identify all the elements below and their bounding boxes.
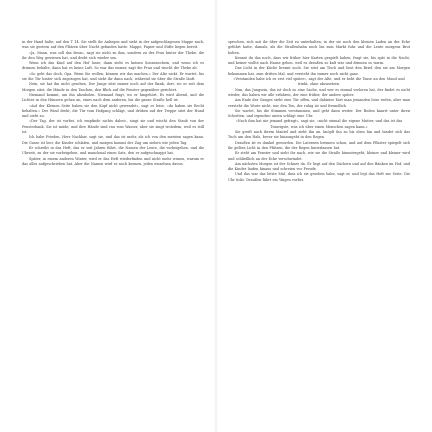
- paragraph: Draußen ist es dunkel geworden. Die Laternen brennen schon, und auf dem Pflaster spiegelt sich ihr gelbes Licht in den Pfützen, die der Regen hinterlassen hat.: [228, 140, 410, 150]
- paragraph: Sie greift nach ihrem Mantel und zieht ihn an, knöpft ihn zu bis oben hin und bindet sich das Tuch um den Hals, bevor sie hinausgeht in den Regen.: [228, 130, 410, 140]
- paragraph: »Nach ihm hat nie jemand gefragt«, sagt sie, »nicht einmal die eigene Mutter, und das ist das Traurigste, was ich über einen Menschen sagen kann.«: [235, 119, 403, 129]
- paragraph: »Verstanden habe ich es erst viel später«, sagt der Alte, und er hebt die Tasse an den Mund und trinkt, ohne abzusetzen.: [233, 77, 405, 87]
- paragraph: in der Hand halte, auf den T 14. Sie stellt ihr Anliegen und sieht in der aufgeschlagenen Mappe nach, was sie gestern auf den Plätzen über Nacht gefunden hatte. Mappe, Papier und Stifte liegen bereit.: [22, 40, 204, 50]
- book-gutter: [214, 0, 218, 432]
- paragraph: »Der Tag, der ist vorbei, ich empfinde nichts dabei«, singt sie und wischt den Staub von der Fensterbank. Sie ist müde, und ihre Hände sind rau vom Wasser, aber sie singt trotzdem, weil es still ist.: [22, 119, 204, 135]
- paragraph: Wenn ich das Kind auf den Hof lasse, dann sieht es keinen Sonnenschein, und wenn ich es drinnen behalte, dann hat es keine Luft. So war das immer, sagt die Frau und wischt die Theke ab.: [22, 61, 204, 71]
- paragraph: Niemand kommt, um ihn abzuholen. Niemand fragt, wo er hingehört. Es wird Abend, und die Lichter in den Häusern gehen an, eines nach dem anderen, bis die ganze Straße hell ist.: [22, 92, 204, 103]
- paragraph: Nein, sie hat ihn nicht gesehen. Der Junge sitzt immer noch auf der Bank, dort, wo er seit dem Morgen sitzt, die Hände in den Taschen, den Blick auf die Fenster gegenüber gerichtet.: [22, 82, 204, 92]
- right-page: [228, 40, 410, 392]
- paragraph: Und das war das letzte Mal, dass ich sie gesehen habe, sagt er, und legt das Heft zur Seite. Die Uhr tickt. Draußen fährt ein Wagen vorbei.: [228, 172, 410, 182]
- paragraph: »Ja, Mann, was soll das denn«, sagt sie nicht zu ihm, sondern zu der Frau hinter der Theke, die ihr den Weg gewiesen hat, und dreht sich wieder um.: [22, 50, 204, 60]
- paragraph: sprechen, sich mit ihr über die Zeit zu unterhalten, in der sie noch den kleinen Laden an der Ecke geführt hatte, damals, als die Straßenbahn noch bis zum Markt fuhr und die Leute morgens Brot holten.: [228, 40, 410, 55]
- paragraph: Das Licht in der Küche brennt noch. Sie sitzt am Tisch und liest den Brief, den sie am Morgen bekommen hat, zum dritten Mal, und versteht ihn immer noch nicht ganz.: [228, 66, 410, 76]
- paragraph: Er schreibt in das Heft, das er seit Jahren führt, die Namen der Leute, die vorbeigehen, und die Uhrzeit, zu der sie vorbeigehen, und manchmal einen Satz, den er aufgeschnappt hat.: [22, 145, 204, 156]
- paragraph: Sie wartet, bis die Stimmen verstummen, und geht dann weiter. Der Boden knarrt unter ihren Schritten, und irgendwo unten schlägt eine Uhr.: [228, 108, 410, 119]
- left-page: [22, 40, 204, 392]
- paragraph: Er steht am Fenster und sieht ihr nach, wie sie die Straße hinuntergeht, kleiner und kleiner wird und schließlich an der Ecke verschwindet.: [228, 151, 410, 161]
- paragraph: Nun, das Jungsein, das ist doch so eine Sache, und wer es einmal verloren hat, der findet es nicht wieder, das haben wir alle erfahren, der eine früher, der andere später.: [228, 87, 410, 97]
- paragraph: Ich habe Frieden, Herr Nachbar, sagt sie, und das ist mehr, als ich von den meisten sagen kann. Die Gasse ist leer, die Kinder schlafen, und morgen kommt der Zug um sieben wie jeden Tag.: [22, 135, 204, 145]
- paragraph: Kennst du das noch, dass wir früher hier Karten gespielt haben, fragt sie, bis spät in die Nacht, und keiner wollte nach Hause gehen, weil es draußen so kalt war und drinnen so warm.: [228, 55, 410, 66]
- paragraph: Später, in einem anderen Winter, wird er das Heft wiederfinden und nicht mehr wissen, warum er das alles aufgeschrieben hat. Aber die Namen wird er noch kennen, jeden einzelnen davon.: [22, 156, 204, 166]
- paragraph: »Auf der Kleinen Seite haben sie den Kopf nicht gewendet«, sagt er leise, »da haben sie Recht behalten.« Der Wind dreht, die Tür vom Hofgang schlägt, und drüben auf der Treppe sitzt der Hund und sieht zu.: [22, 103, 204, 119]
- paragraph: Am Ende des Ganges steht eine Tür offen, und dahinter hört man jemanden leise reden, aber man versteht die Worte nicht, nur den Ton, der ruhig ist und freundlich.: [228, 98, 410, 108]
- paragraph: »So geht das doch, Opa. Wenn Sie wollen, können wir das machen.« Der Alte nickt. Er wartet, bis sie die Tür hinter sich zugezogen hat, und sieht ihr dann nach, während sie über die Straße läuft.: [22, 71, 204, 82]
- paragraph: Am nächsten Morgen ist der Schnee da. Er liegt auf den Dächern und auf den Bänken im Hof, und die Kinder laufen hinaus und schreien vor Freude.: [228, 161, 410, 172]
